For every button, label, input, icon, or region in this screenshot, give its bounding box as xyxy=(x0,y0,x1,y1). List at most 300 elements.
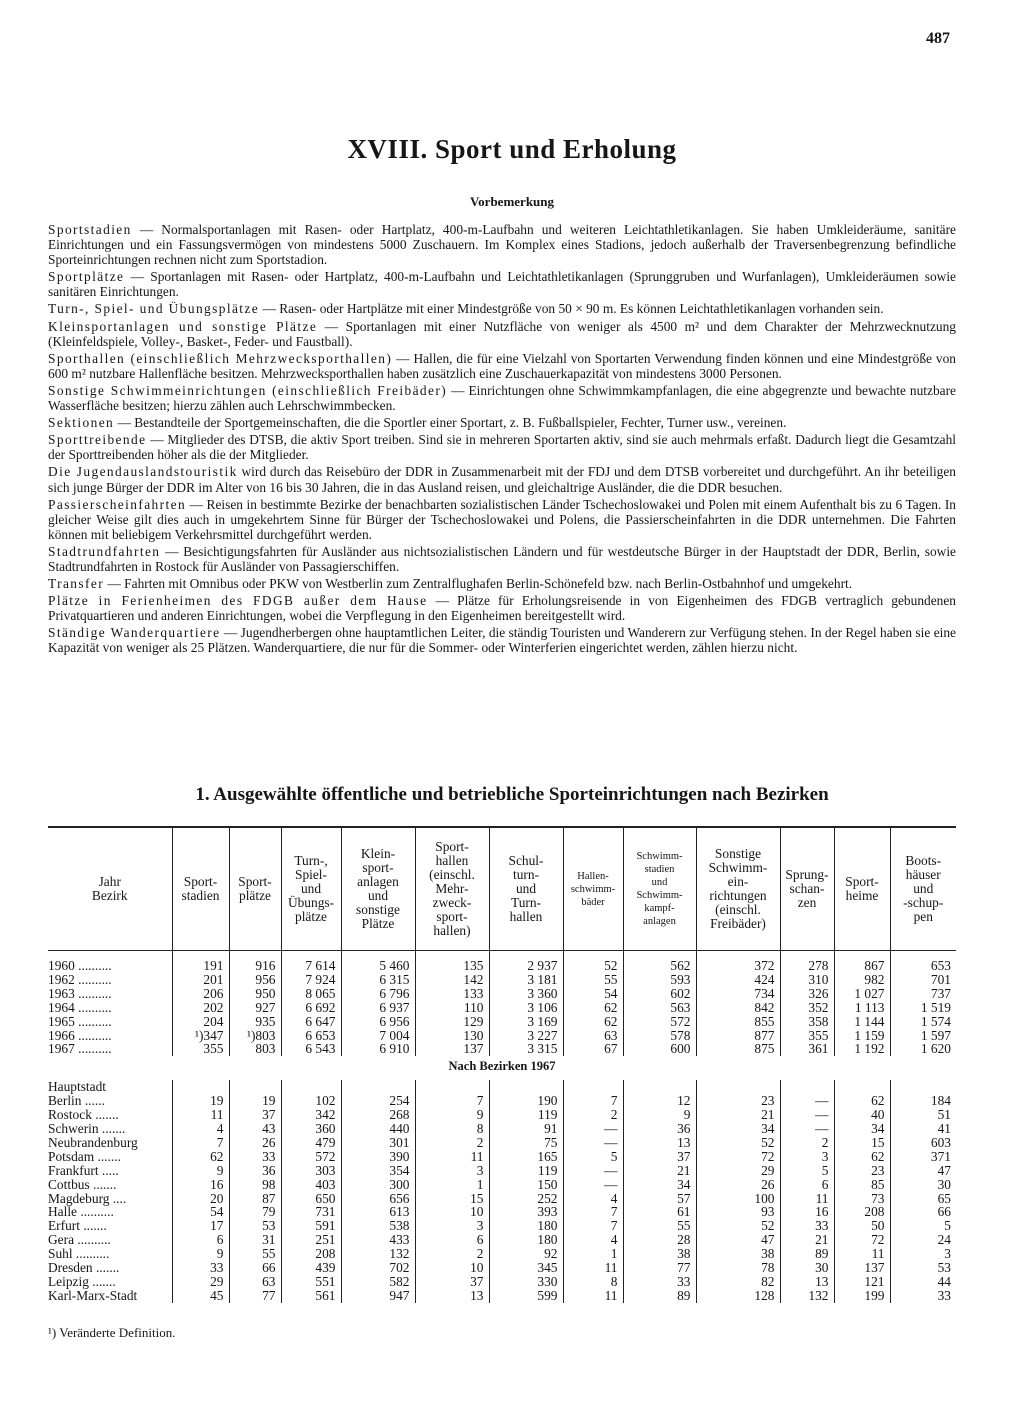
table-cell: 3 xyxy=(415,1164,489,1178)
table-cell: 5 xyxy=(563,1150,623,1164)
table-cell: 65 xyxy=(890,1192,956,1206)
table-cell: 165 xyxy=(489,1150,563,1164)
table-cell: 278 xyxy=(780,959,834,973)
row-label: Frankfurt ..... xyxy=(48,1162,119,1178)
table-cell: 50 xyxy=(834,1219,890,1233)
table-cell: 180 xyxy=(489,1219,563,1233)
table-cell: 2 xyxy=(780,1136,834,1150)
table-cell: 21 xyxy=(780,1233,834,1247)
table-cell: 6 xyxy=(780,1178,834,1192)
column-header: Sport- plätze xyxy=(229,827,281,951)
table-cell: 132 xyxy=(341,1247,415,1261)
table-cell: 403 xyxy=(281,1178,341,1192)
column-header: Boots- häuser und -schup- pen xyxy=(890,827,956,951)
table-cell: 950 xyxy=(229,987,281,1001)
table-cell: 34 xyxy=(696,1122,780,1136)
definition-item xyxy=(48,432,956,462)
definition-text: — Mitglieder des DTSB, die aktiv Sport treiben. Sind sie in mehreren Sportarten aktiv, sind sie auch mehrmals erfaßt. Dadurch liegt die Gesamtzahl der Sporttreibenden höher als die der Mitglieder. xyxy=(48,432,956,463)
table-cell: 51 xyxy=(890,1108,956,1122)
table-cell: 6 543 xyxy=(281,1042,341,1056)
table-cell: 77 xyxy=(623,1261,696,1275)
definition-text: — Rasen- oder Hartplätze mit einer Mindestgröße von 50 × 90 m. Es können Leichtathletikanlagen vorhanden sein. xyxy=(259,301,884,317)
table-cell: 875 xyxy=(696,1042,780,1056)
table-cell: 7 924 xyxy=(281,973,341,987)
row-label: Suhl .......... xyxy=(48,1246,110,1262)
definition-item xyxy=(48,383,956,413)
table-row xyxy=(48,1205,956,1219)
table-cell: 78 xyxy=(696,1261,780,1275)
table-cell: 982 xyxy=(834,973,890,987)
table-row xyxy=(48,1150,956,1164)
table-cell: 33 xyxy=(890,1289,956,1303)
footnote: ¹) Veränderte Definition. xyxy=(48,1325,176,1340)
table-cell: 98 xyxy=(229,1178,281,1192)
table-cell: 137 xyxy=(415,1042,489,1056)
table-cell: 132 xyxy=(780,1289,834,1303)
definition-text: — Bestandteile der Sportgemeinschaften, die die Sportler einer Sportart, z. B. Fußballspieler, Fechter, Turner usw., vereinen. xyxy=(114,415,787,431)
table-cell: 85 xyxy=(834,1178,890,1192)
table-cell: 33 xyxy=(780,1219,834,1233)
table-cell: 11 xyxy=(563,1289,623,1303)
table-cell: 119 xyxy=(489,1164,563,1178)
row-label: Potsdam ....... xyxy=(48,1148,121,1164)
table-cell: 551 xyxy=(281,1275,341,1289)
table-cell: 301 xyxy=(341,1136,415,1150)
table-cell: 3 xyxy=(890,1247,956,1261)
table-cell: 11 xyxy=(563,1261,623,1275)
table-cell: 254 xyxy=(341,1094,415,1108)
table-cell: 599 xyxy=(489,1289,563,1303)
definition-text: — Sportanlagen mit einer Nutzfläche von weniger als 4500 m² und dem Charakter der Mehrzwecknutzung (Kleinfeldspiele, Volley-, Basket-, Feder- und Faustball). xyxy=(48,318,956,349)
table-cell: 23 xyxy=(696,1094,780,1108)
table-cell: 91 xyxy=(489,1122,563,1136)
table-cell: 6 xyxy=(172,1233,229,1247)
table-cell: 6 956 xyxy=(341,1015,415,1029)
table-cell: 6 692 xyxy=(281,1001,341,1015)
table-cell: 202 xyxy=(172,1001,229,1015)
table-cell: 3 169 xyxy=(489,1015,563,1029)
table-cell: 1 597 xyxy=(890,1029,956,1043)
table-cell: 52 xyxy=(696,1136,780,1150)
table-cell: 563 xyxy=(623,1001,696,1015)
definition-term: Sporthallen (einschließlich Mehrzwecksporthallen) xyxy=(48,350,393,366)
row-label: Karl-Marx-Stadt xyxy=(48,1287,138,1303)
definition-item xyxy=(48,464,956,494)
definition-term: Plätze in Ferienheimen des FDGB außer dem Hause xyxy=(48,593,428,609)
table-cell: 62 xyxy=(172,1150,229,1164)
table-cell xyxy=(415,1080,489,1094)
table-cell: 21 xyxy=(696,1108,780,1122)
row-label: Leipzig ....... xyxy=(48,1273,116,1289)
column-header: Turn-, Spiel- und Übungs- plätze xyxy=(281,827,341,951)
definition-text: — Plätze für Erholungsreisende in von Eigenheimen des FDGB vertraglich gebundenen Privatquartieren und anderen Einrichtungen, wobei die Verpflegung in den Eigenheimen bereitgestellt wird. xyxy=(48,593,956,624)
table-cell: 803 xyxy=(229,1042,281,1056)
table-cell: 13 xyxy=(415,1289,489,1303)
table-cell: 6 xyxy=(415,1233,489,1247)
table-cell: 538 xyxy=(341,1219,415,1233)
table-cell: 935 xyxy=(229,1015,281,1029)
table-cell: 842 xyxy=(696,1001,780,1015)
table-cell: 67 xyxy=(563,1042,623,1056)
column-header: Sport- stadien xyxy=(172,827,229,951)
table-cell: 372 xyxy=(696,959,780,973)
table-cell: 4 xyxy=(563,1192,623,1206)
table-cell: 15 xyxy=(415,1192,489,1206)
table-cell: 7 004 xyxy=(341,1029,415,1043)
row-label: 1966 .......... xyxy=(48,1027,112,1043)
table-cell: 9 xyxy=(172,1164,229,1178)
table-cell: 424 xyxy=(696,973,780,987)
table-cell: 37 xyxy=(623,1150,696,1164)
table-cell: 6 653 xyxy=(281,1029,341,1043)
table-cell: 30 xyxy=(890,1178,956,1192)
row-label: Halle .......... xyxy=(48,1204,114,1220)
table-cell: — xyxy=(563,1178,623,1192)
table-cell: 55 xyxy=(623,1219,696,1233)
table-cell: 6 796 xyxy=(341,987,415,1001)
table-cell: 342 xyxy=(281,1108,341,1122)
table-row xyxy=(48,1178,956,1192)
table-cell: 7 xyxy=(172,1136,229,1150)
table-cell: 7 xyxy=(563,1094,623,1108)
table-cell: 602 xyxy=(623,987,696,1001)
table-cell xyxy=(623,1080,696,1094)
table-cell: 54 xyxy=(563,987,623,1001)
table-cell: 603 xyxy=(890,1136,956,1150)
table-row xyxy=(48,987,956,1001)
table-cell: 562 xyxy=(623,959,696,973)
table-row xyxy=(48,1247,956,1261)
table-cell: 1 xyxy=(415,1178,489,1192)
table-cell: 1 xyxy=(563,1247,623,1261)
table-cell: 33 xyxy=(229,1150,281,1164)
definition-term: Sportplätze xyxy=(48,269,125,285)
table-cell: 142 xyxy=(415,973,489,987)
definition-text: — Jugendherbergen ohne hauptamtlichen Leiter, die ständig Touristen und Wanderern zur Verfügung stehen. In der Regel haben sie eine Kapazität von weniger als 25 Plätzen. Wanderquartiere, die nur für die Sommer- oder Winterferien eingerichtet werden, zählen hierzu nicht. xyxy=(48,625,956,656)
table-cell: 19 xyxy=(172,1094,229,1108)
table-row xyxy=(48,1164,956,1178)
table-cell: 4 xyxy=(172,1122,229,1136)
table-cell: 31 xyxy=(229,1233,281,1247)
table-cell: 2 937 xyxy=(489,959,563,973)
table-cell: 650 xyxy=(281,1192,341,1206)
definition-item xyxy=(48,576,956,591)
row-label: Dresden ....... xyxy=(48,1260,120,1276)
table-cell: 62 xyxy=(834,1094,890,1108)
definition-term: Kleinsportanlagen und sonstige Plätze xyxy=(48,318,318,334)
column-header: Jahr Bezirk xyxy=(48,827,172,951)
table-cell: 9 xyxy=(623,1108,696,1122)
table-cell: 16 xyxy=(172,1178,229,1192)
table-cell: 7 xyxy=(563,1219,623,1233)
table-cell: 3 xyxy=(415,1219,489,1233)
definition-term: Sektionen xyxy=(48,415,115,431)
table-cell: 656 xyxy=(341,1192,415,1206)
table-cell: 208 xyxy=(834,1205,890,1219)
table-cell: — xyxy=(780,1094,834,1108)
table-cell: 3 181 xyxy=(489,973,563,987)
table-cell: — xyxy=(780,1108,834,1122)
table-cell: 206 xyxy=(172,987,229,1001)
table-cell: 734 xyxy=(696,987,780,1001)
table-cell: 479 xyxy=(281,1136,341,1150)
section-label: Nach Bezirken 1967 xyxy=(448,1059,556,1074)
table-cell: 73 xyxy=(834,1192,890,1206)
definition-item xyxy=(48,415,956,430)
table-cell: 439 xyxy=(281,1261,341,1275)
table-cell: 11 xyxy=(780,1192,834,1206)
table-cell: 358 xyxy=(780,1015,834,1029)
table-cell: 20 xyxy=(172,1192,229,1206)
page-number: 487 xyxy=(926,30,950,47)
definition-text: — Normalsportanlagen mit Rasen- oder Hartplatz, 400-m-Laufbahn und weiteren Leichtathletikanlagen. Sie haben Umkleideräume, sanitäre Einrichtungen und ein Fassungsvermögen von mindestens 5000 Zuschauern. Im Komplex eines Stadions, jedoch außerhalb der Traversenbegrenzung befindliche Sporteinrichtungen rechnen nicht zum Sportstadion. xyxy=(48,222,956,268)
table-cell: 45 xyxy=(172,1289,229,1303)
table-cell: 5 460 xyxy=(341,959,415,973)
table-cell: 16 xyxy=(780,1205,834,1219)
table-cell xyxy=(489,1080,563,1094)
table-cell: 6 647 xyxy=(281,1015,341,1029)
table-cell: 38 xyxy=(623,1247,696,1261)
table-cell: 1 159 xyxy=(834,1029,890,1043)
table-cell: 204 xyxy=(172,1015,229,1029)
table-cell: 927 xyxy=(229,1001,281,1015)
table-cell: 191 xyxy=(172,959,229,973)
table-cell: 128 xyxy=(696,1289,780,1303)
table-cell: 52 xyxy=(696,1219,780,1233)
table-cell: 26 xyxy=(229,1136,281,1150)
table-cell: 133 xyxy=(415,987,489,1001)
table-cell: 10 xyxy=(415,1205,489,1219)
row-label: Rostock ....... xyxy=(48,1107,119,1123)
table-row xyxy=(48,1233,956,1247)
table-cell: 7 614 xyxy=(281,959,341,973)
table-cell: 11 xyxy=(172,1108,229,1122)
definition-item xyxy=(48,593,956,623)
table-cell: 93 xyxy=(696,1205,780,1219)
table-cell: 72 xyxy=(834,1233,890,1247)
table-cell: 3 315 xyxy=(489,1042,563,1056)
table-cell: 29 xyxy=(696,1164,780,1178)
table-cell: — xyxy=(563,1164,623,1178)
row-label: 1965 .......... xyxy=(48,1013,112,1029)
table-cell: 352 xyxy=(780,1001,834,1015)
table-cell: 390 xyxy=(341,1150,415,1164)
table-cell: 33 xyxy=(623,1275,696,1289)
table-cell: 1 113 xyxy=(834,1001,890,1015)
definition-item xyxy=(48,222,956,267)
table-cell: 199 xyxy=(834,1289,890,1303)
table-cell: 360 xyxy=(281,1122,341,1136)
table-cell: 47 xyxy=(890,1164,956,1178)
definition-item xyxy=(48,497,956,542)
table-cell: 53 xyxy=(890,1261,956,1275)
table-cell: 300 xyxy=(341,1178,415,1192)
table-cell: 62 xyxy=(563,1015,623,1029)
table-cell xyxy=(172,1080,229,1094)
table-cell: 40 xyxy=(834,1108,890,1122)
table-cell: — xyxy=(780,1122,834,1136)
sport-facilities-table-container xyxy=(48,826,956,1303)
definition-item xyxy=(48,625,956,655)
table-cell: 702 xyxy=(341,1261,415,1275)
table-cell: 13 xyxy=(780,1275,834,1289)
table-cell: 1 620 xyxy=(890,1042,956,1056)
table-cell: 916 xyxy=(229,959,281,973)
definition-text: — Hallen, die für eine Vielzahl von Sportarten Verwendung finden können und eine Mindestgröße von 600 m² nutzbare Hallenfläche besitzen. Mehrzwecksporthallen haben zusätzlich eine Zuschauerkapazität von mindestens 3000 Personen. xyxy=(48,350,956,381)
table-cell xyxy=(696,1080,780,1094)
table-cell: 89 xyxy=(780,1247,834,1261)
table-cell: 8 065 xyxy=(281,987,341,1001)
definition-term: Ständige Wanderquartiere xyxy=(48,625,221,641)
table-row xyxy=(48,1080,956,1094)
definition-term: Transfer xyxy=(48,576,105,592)
table-cell: 135 xyxy=(415,959,489,973)
table-cell: 345 xyxy=(489,1261,563,1275)
table-cell: 393 xyxy=(489,1205,563,1219)
table-cell: 61 xyxy=(623,1205,696,1219)
table-cell: 355 xyxy=(780,1029,834,1043)
definition-term: Stadtrundfahrten xyxy=(48,543,161,559)
table-cell: 361 xyxy=(780,1042,834,1056)
column-header: Hallen- schwimm- bäder xyxy=(563,827,623,951)
table-cell: 855 xyxy=(696,1015,780,1029)
table-cell: 57 xyxy=(623,1192,696,1206)
row-label: 1963 .......... xyxy=(48,985,112,1001)
table-cell: 9 xyxy=(415,1108,489,1122)
table-cell: 572 xyxy=(623,1015,696,1029)
column-header: Sprung- schan- zen xyxy=(780,827,834,951)
table-cell: 180 xyxy=(489,1233,563,1247)
table-cell: — xyxy=(563,1136,623,1150)
table-row xyxy=(48,1289,956,1303)
table-cell: 701 xyxy=(890,973,956,987)
definition-item xyxy=(48,319,956,349)
table-cell: 1 519 xyxy=(890,1001,956,1015)
table-cell: 355 xyxy=(172,1042,229,1056)
definition-text: — Reisen in bestimmte Bezirke der benachbarten sozialistischen Länder Tschechoslowakei und Polen mit einem Aufenthalt bis zu 6 Tagen. In gleicher Weise gilt dies auch in umgekehrtem Sinne für Bürger der Tschechoslowakei und Polens, die Passierscheinfahrten in die DDR unternehmen. Die Fahrten können mit beliebigem Verkehrsmittel durchgeführt werden. xyxy=(48,496,956,542)
row-label: Schwerin ....... xyxy=(48,1120,126,1136)
table-cell: 6 937 xyxy=(341,1001,415,1015)
table-row xyxy=(48,1094,956,1108)
table-cell: 37 xyxy=(229,1108,281,1122)
table-row xyxy=(48,1042,956,1056)
table-cell: 92 xyxy=(489,1247,563,1261)
table-cell: 3 360 xyxy=(489,987,563,1001)
table-cell: 268 xyxy=(341,1108,415,1122)
table-cell: 208 xyxy=(281,1247,341,1261)
table-row xyxy=(48,1108,956,1122)
section-heading: Vorbemerkung xyxy=(469,194,555,209)
table-cell: 326 xyxy=(780,987,834,1001)
table-cell: 653 xyxy=(890,959,956,973)
definition-item xyxy=(48,544,956,574)
table-cell: 63 xyxy=(229,1275,281,1289)
table-cell: 731 xyxy=(281,1205,341,1219)
table-cell: 251 xyxy=(281,1233,341,1247)
table-cell: 593 xyxy=(623,973,696,987)
table-cell: 561 xyxy=(281,1289,341,1303)
definition-term: Passierscheinfahrten xyxy=(48,496,187,512)
sport-facilities-table xyxy=(48,826,956,1303)
table-cell: 102 xyxy=(281,1094,341,1108)
table-cell: 38 xyxy=(696,1247,780,1261)
row-label: Berlin ...... xyxy=(48,1093,105,1109)
table-cell: 1 574 xyxy=(890,1015,956,1029)
table-cell: 578 xyxy=(623,1029,696,1043)
table-cell: 1 192 xyxy=(834,1042,890,1056)
table-cell: 433 xyxy=(341,1233,415,1247)
table-cell: 63 xyxy=(563,1029,623,1043)
table-cell: 150 xyxy=(489,1178,563,1192)
table-cell: 77 xyxy=(229,1289,281,1303)
table-cell: 72 xyxy=(696,1150,780,1164)
definition-term: Sonstige Schwimmeinrichtungen (einschließlich Freibäder) xyxy=(48,382,448,398)
table-cell: 119 xyxy=(489,1108,563,1122)
table-cell: 89 xyxy=(623,1289,696,1303)
table-cell: 52 xyxy=(563,959,623,973)
table-cell: 24 xyxy=(890,1233,956,1247)
table-row xyxy=(48,1261,956,1275)
definition-text: — Sportanlagen mit Rasen- oder Hartplatz, 400-m-Laufbahn und Leichtathletikanlagen (Sprunggruben und Wurfanlagen), Umkleideräumen sowie sanitären Einrichtungen. xyxy=(48,269,956,300)
table-cell: 53 xyxy=(229,1219,281,1233)
table-cell: ¹)347 xyxy=(172,1029,229,1043)
table-cell xyxy=(834,1080,890,1094)
table-cell: 130 xyxy=(415,1029,489,1043)
table-row xyxy=(48,973,956,987)
table-cell: 44 xyxy=(890,1275,956,1289)
table-cell: 55 xyxy=(563,973,623,987)
table-cell: 956 xyxy=(229,973,281,987)
table-cell: 100 xyxy=(696,1192,780,1206)
table-cell: 26 xyxy=(696,1178,780,1192)
table-row xyxy=(48,1219,956,1233)
row-label: Erfurt ....... xyxy=(48,1218,107,1234)
table-cell xyxy=(563,1080,623,1094)
row-label: Magdeburg .... xyxy=(48,1190,127,1206)
table-cell: 21 xyxy=(623,1164,696,1178)
definition-term: Turn-, Spiel- und Übungsplätze xyxy=(48,301,260,317)
table-cell: 110 xyxy=(415,1001,489,1015)
definition-item xyxy=(48,351,956,381)
table-cell: 13 xyxy=(623,1136,696,1150)
table-cell: 75 xyxy=(489,1136,563,1150)
table-row xyxy=(48,959,956,973)
table-cell: 28 xyxy=(623,1233,696,1247)
table-cell: 591 xyxy=(281,1219,341,1233)
table-cell: 3 106 xyxy=(489,1001,563,1015)
definition-term: Die Jugendauslandstouristik xyxy=(48,464,238,480)
table-cell: 6 910 xyxy=(341,1042,415,1056)
table-cell: 354 xyxy=(341,1164,415,1178)
row-label: 1962 .......... xyxy=(48,971,112,987)
column-header: Sonstige Schwimm- ein- richtungen (einschl. Freibäder) xyxy=(696,827,780,951)
table-cell: 7 xyxy=(415,1094,489,1108)
table-cell: 582 xyxy=(341,1275,415,1289)
definition-term: Sporttreibende xyxy=(48,432,147,448)
table-cell: 613 xyxy=(341,1205,415,1219)
table-cell: 54 xyxy=(172,1205,229,1219)
table-cell: 87 xyxy=(229,1192,281,1206)
table-cell: 79 xyxy=(229,1205,281,1219)
row-label: 1967 .......... xyxy=(48,1041,112,1057)
table-cell: 12 xyxy=(623,1094,696,1108)
table-cell: 11 xyxy=(415,1150,489,1164)
column-header: Sport- hallen (einschl. Mehr- zweck- sport- hallen) xyxy=(415,827,489,951)
table-cell: 7 xyxy=(563,1205,623,1219)
row-label: Gera .......... xyxy=(48,1232,111,1248)
table-cell: 190 xyxy=(489,1094,563,1108)
table-cell: 66 xyxy=(890,1205,956,1219)
